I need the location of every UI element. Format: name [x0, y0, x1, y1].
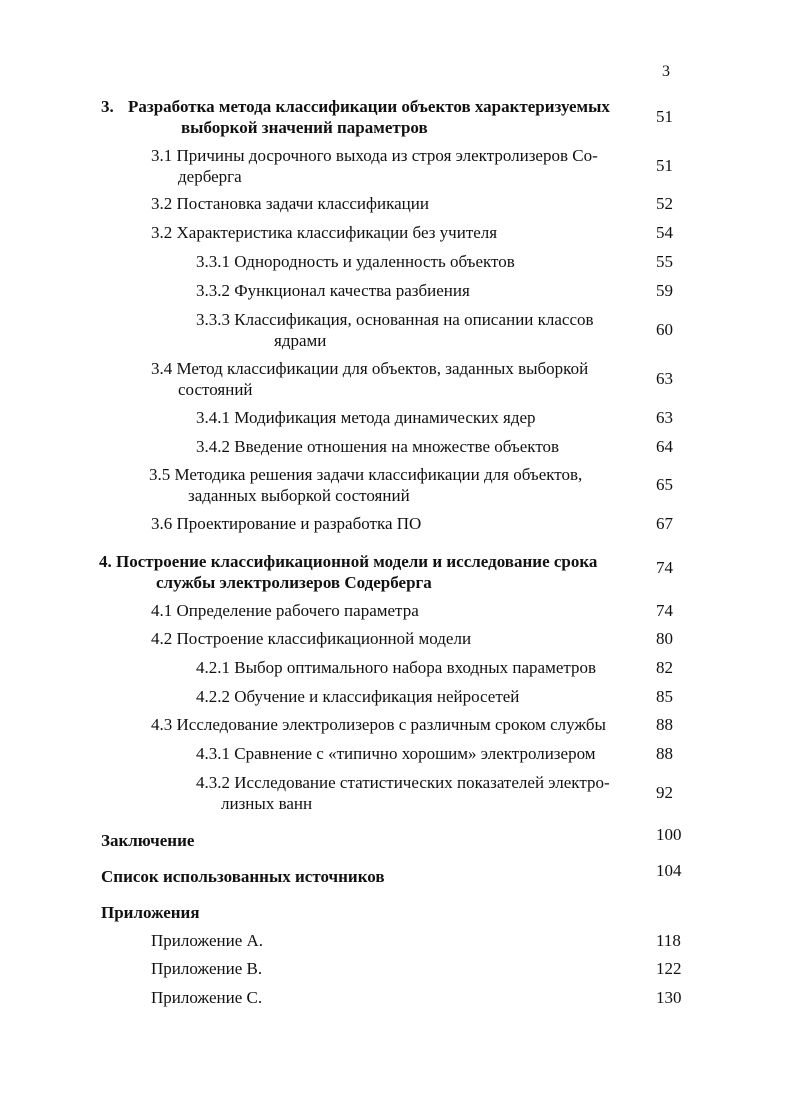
- page-ref: 51: [656, 156, 673, 175]
- page-ref: 100: [656, 825, 682, 844]
- page-ref: 88: [656, 715, 673, 734]
- section-title-line1: 3.5 Методика решения задачи классификации для объектов,: [149, 465, 583, 484]
- subsection-title: 4.2.1 Выбор оптимального набора входных параметров: [196, 658, 597, 677]
- page-ref: 51: [656, 107, 673, 126]
- appendix-title: Приложение В.: [151, 959, 263, 978]
- section-title-line2: состояний: [178, 380, 253, 399]
- chapter-title-line2: службы электролизеров Содерберга: [156, 573, 432, 592]
- subsection-title-line2: лизных ванн: [221, 794, 313, 813]
- section-title: 3.2 Характеристика классификации без учителя: [151, 223, 498, 242]
- section-title: 4.2 Построение классификационной модели: [151, 629, 472, 648]
- page-ref: 59: [656, 281, 673, 300]
- subsection-title-line1: 3.3.3 Классификация, основанная на описании классов: [196, 310, 594, 329]
- page-ref: 122: [656, 959, 682, 978]
- page-ref: 85: [656, 687, 673, 706]
- page-ref: 92: [656, 783, 673, 802]
- section-title: 3.2 Постановка задачи классификации: [151, 194, 429, 213]
- page-ref: 82: [656, 658, 673, 677]
- page-ref: 63: [656, 408, 673, 427]
- page-ref: 54: [656, 223, 673, 242]
- page-ref: 130: [656, 988, 682, 1007]
- subsection-title-line1: 4.3.2 Исследование статистических показателей электро-: [196, 773, 610, 792]
- page-ref: 64: [656, 437, 673, 456]
- section-title-line2: заданных выборкой состояний: [188, 486, 410, 505]
- page-ref: 52: [656, 194, 673, 213]
- subsection-title: 3.4.1 Модификация метода динамических ядер: [196, 408, 536, 427]
- page-ref: 65: [656, 475, 673, 494]
- chapter-title-line1: Разработка метода классификации объектов характеризуемых: [128, 97, 610, 116]
- subsection-title: 3.3.2 Функционал качества разбиения: [196, 281, 470, 300]
- page-ref: 104: [656, 861, 682, 880]
- appendix-title: Приложение С.: [151, 988, 263, 1007]
- section-title-line2: дерберга: [178, 167, 242, 186]
- subsection-title: 4.3.1 Сравнение с «типично хорошим» электролизером: [196, 744, 596, 763]
- subsection-title: 4.2.2 Обучение и классификация нейросетей: [196, 687, 520, 706]
- page-number: 3: [662, 63, 670, 80]
- page-ref: 63: [656, 369, 673, 388]
- section-title-line1: 3.1 Причины досрочного выхода из строя электролизеров Со-: [151, 146, 598, 165]
- subsection-title: 3.4.2 Введение отношения на множестве объектов: [196, 437, 560, 456]
- page-ref: 74: [656, 558, 673, 577]
- appendices-title: Приложения: [101, 903, 200, 922]
- section-title-line1: 3.4 Метод классификации для объектов, заданных выборкой: [151, 359, 589, 378]
- page-ref: 118: [656, 931, 681, 950]
- section-title: 3.6 Проектирование и разработка ПО: [151, 514, 422, 533]
- section-title: 4.1 Определение рабочего параметра: [151, 601, 419, 620]
- conclusion-title: Заключение: [101, 831, 195, 850]
- subsection-title-line2: ядрами: [274, 331, 327, 350]
- section-title: 4.3 Исследование электролизеров с различным сроком службы: [151, 715, 606, 734]
- page-ref: 88: [656, 744, 673, 763]
- sources-title: Список использованных источников: [101, 867, 385, 886]
- page-ref: 60: [656, 320, 673, 339]
- page-ref: 74: [656, 601, 673, 620]
- chapter-number: 3.: [101, 97, 114, 116]
- page-ref: 67: [656, 514, 673, 533]
- page-ref: 80: [656, 629, 673, 648]
- chapter-title-line1: 4. Построение классификационной модели и исследование срока: [99, 552, 598, 571]
- subsection-title: 3.3.1 Однородность и удаленность объектов: [196, 252, 515, 271]
- page-ref: 55: [656, 252, 673, 271]
- appendix-title: Приложение А.: [151, 931, 264, 950]
- chapter-title-line2: выборкой значений параметров: [181, 118, 428, 137]
